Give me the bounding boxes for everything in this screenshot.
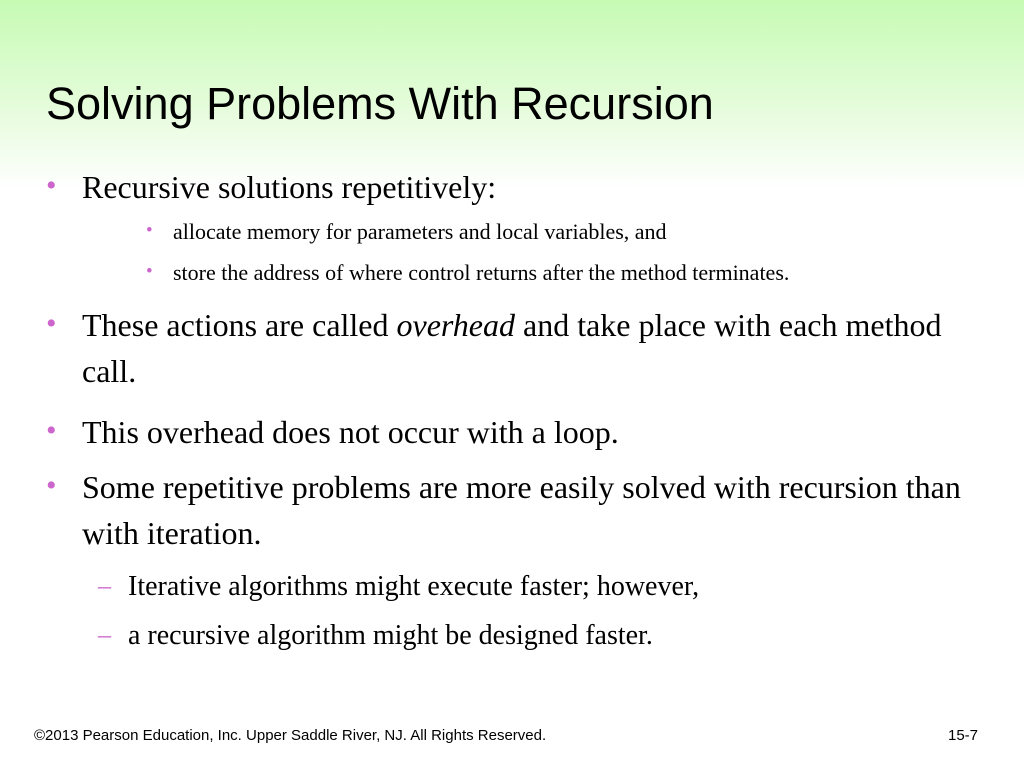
footer-copyright: ©2013 Pearson Education, Inc. Upper Saddle River, NJ. All Rights Reserved. [34, 727, 547, 744]
bullet-item [46, 302, 972, 394]
bullet-text: This overhead does not occur with a loop. [82, 414, 619, 450]
bullet-item [46, 409, 972, 455]
bullet-dot-icon: • [46, 307, 57, 340]
sub-bullet-item [146, 217, 1003, 247]
bullet-text: Recursive solutions repetitively: [82, 169, 497, 205]
dash-icon: – [98, 620, 111, 649]
bullet-dot-icon: • [46, 469, 57, 502]
bullet-item [46, 464, 972, 556]
sub-bullet-text: a recursive algorithm might be designed faster. [128, 620, 653, 651]
slide-title: Solving Problems With Recursion [46, 78, 714, 129]
bullet-text: Some repetitive problems are more easily solved with recursion than with iteration. [82, 469, 961, 551]
sub-bullet-text: Iterative algorithms might execute faster; however, [128, 571, 700, 602]
bullet-text: These actions are called [82, 307, 397, 343]
bullet-dot-icon: • [146, 261, 153, 282]
sub-bullet-item [98, 616, 988, 656]
sub-bullet-text: allocate memory for parameters and local variables, and [173, 219, 667, 244]
bullet-dot-icon: • [146, 220, 153, 241]
bullet-dot-icon: • [46, 414, 57, 447]
sub-bullet-item [146, 258, 1003, 288]
sub-bullet-item [98, 567, 988, 607]
bullet-text: and take place with each method call. [82, 307, 942, 389]
sub-bullet-text: store the address of where control returns after the method terminates. [173, 260, 790, 285]
emphasis-term: overhead [396, 307, 515, 343]
page-number: 15-7 [948, 727, 979, 744]
bullet-dot-icon: • [46, 169, 57, 202]
dash-icon: – [98, 571, 111, 600]
bullet-item [46, 164, 972, 210]
